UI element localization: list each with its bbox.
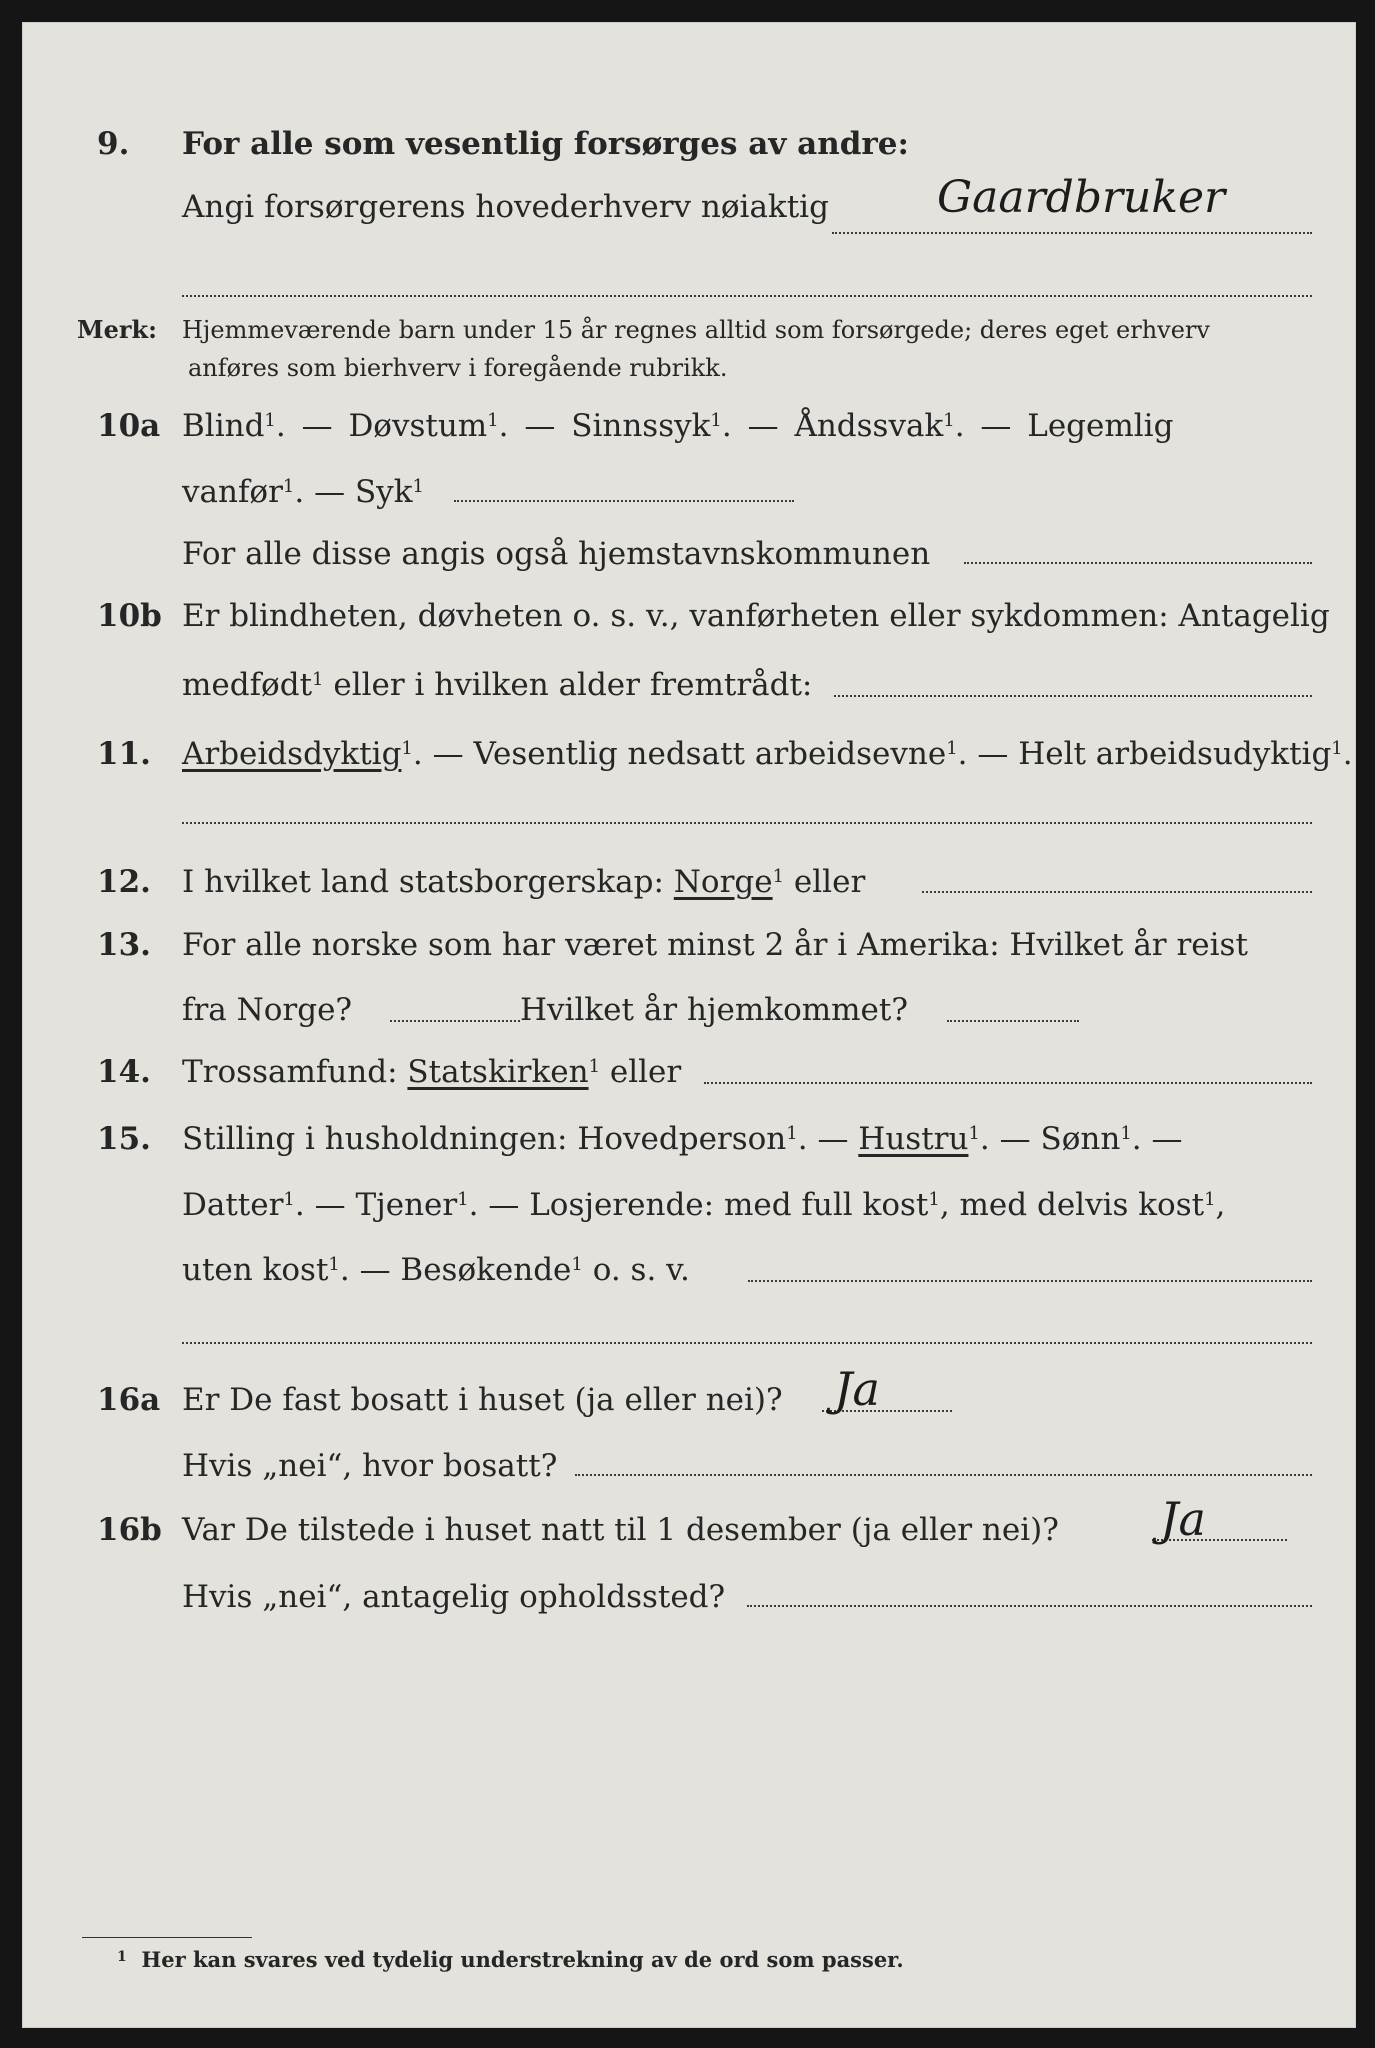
item-9-prompt: Angi forsørgerens hovederhverv nøiaktig <box>182 189 829 225</box>
item-9-heading: For alle som vesentlig forsørges av andre: <box>182 126 909 162</box>
item-13-number: 13. <box>97 927 151 963</box>
item-15-line-2: Datter$^1$. — Tjener$^1$. — Losjerende: med full kost$^1$, med delvis kost$^1$, <box>182 1187 1226 1223</box>
item-10b-number: 10b <box>97 598 162 634</box>
item-14-answer-line <box>704 1082 1312 1084</box>
item-11-number: 11. <box>97 736 151 772</box>
item-13-year-left-line <box>390 1020 520 1022</box>
item-9-handwritten-answer: Gaardbruker <box>937 172 1226 223</box>
item-9-answer-line <box>832 232 1312 234</box>
item-12-underlined-answer: Norge <box>673 864 773 900</box>
item-16b-location-line <box>747 1605 1312 1607</box>
item-11-line-1: Arbeidsdyktig$^1$. — Vesentlig nedsatt arbeidsevne$^1$. — Helt arbeidsudyktig$^1$. <box>182 736 1353 772</box>
item-10a-number: 10a <box>97 408 161 444</box>
item-16a-location-line <box>575 1474 1312 1476</box>
item-11-underlined-answer: Arbeidsdyktig <box>182 736 402 772</box>
item-10b-line-1: Er blindheten, døvheten o. s. v., vanførheten eller sykdommen: Antagelig <box>182 598 1330 634</box>
item-16a-handwritten-answer: Ja <box>834 1362 880 1416</box>
item-14-number: 14. <box>97 1054 151 1090</box>
item-16a-number: 16a <box>97 1382 161 1418</box>
item-9-extra-line <box>182 295 1312 297</box>
item-16b-line-1: Var De tilstede i huset natt til 1 desember (ja eller nei)? <box>182 1512 1059 1548</box>
item-15-underlined-answer: Hustru <box>858 1121 969 1157</box>
item-15-line-1: Stilling i husholdningen: Hovedperson$^1$. — Hustru$^1$. — Sønn$^1$. — <box>182 1121 1183 1157</box>
item-10a-hometown-line <box>964 562 1312 564</box>
footnote: $^1$ Her kan svares ved tydelig understrekning av de ord som passer. <box>117 1947 904 1972</box>
item-15-answer-line <box>748 1280 1312 1282</box>
item-13-line-1: For alle norske som har været minst 2 år i Amerika: Hvilket år reist <box>182 927 1248 963</box>
item-12-line: I hvilket land statsborgerskap: Norge$^1$ eller <box>182 864 866 900</box>
item-10a-line-3: For alle disse angis også hjemstavnskommunen <box>182 536 931 572</box>
item-16b-line-2: Hvis „nei“, antagelig opholdssted? <box>182 1579 726 1615</box>
item-9-number: 9. <box>97 126 130 162</box>
item-10a-answer-line <box>454 500 794 502</box>
item-16a-line-1: Er De fast bosatt i huset (ja eller nei)? <box>182 1382 783 1418</box>
item-14-underlined-answer: Statskirken <box>407 1054 589 1090</box>
item-10b-answer-line <box>834 695 1312 697</box>
item-14-line: Trossamfund: Statskirken$^1$ eller <box>182 1054 682 1090</box>
item-10b-line-2: medfødt$^1$ eller i hvilken alder fremtrådt: <box>182 667 813 703</box>
item-12-number: 12. <box>97 864 151 900</box>
item-13-year-right-line <box>947 1020 1079 1022</box>
item-16b-number: 16b <box>97 1512 162 1548</box>
item-11-extra-line <box>182 822 1312 824</box>
item-16b-handwritten-answer: Ja <box>1160 1492 1206 1546</box>
note-label: Merk: <box>77 315 157 344</box>
note-line-2: anføres som bierhverv i foregående rubrikk. <box>188 354 728 382</box>
item-10a-line-2: vanfør$^1$. — Syk$^1$ <box>182 474 424 510</box>
item-13-line-2a: fra Norge? <box>182 992 353 1028</box>
footnote-rule <box>82 1937 252 1938</box>
form-page <box>22 22 1356 2028</box>
item-16a-line-2: Hvis „nei“, hvor bosatt? <box>182 1448 558 1484</box>
item-15-line-3: uten kost$^1$. — Besøkende$^1$ o. s. v. <box>182 1252 690 1288</box>
note-line-1: Hjemmeværende barn under 15 år regnes alltid som forsørgede; deres eget erhverv <box>182 316 1210 344</box>
item-15-extra-line <box>182 1342 1312 1344</box>
item-13-line-2b: Hvilket år hjemkommet? <box>520 992 908 1028</box>
item-15-number: 15. <box>97 1121 151 1157</box>
item-10a-line-1: Blind$^1$. — Døvstum$^1$. — Sinnssyk$^1$. — Åndssvak$^1$. — Legemlig <box>182 408 1174 444</box>
item-12-answer-line <box>922 891 1312 893</box>
